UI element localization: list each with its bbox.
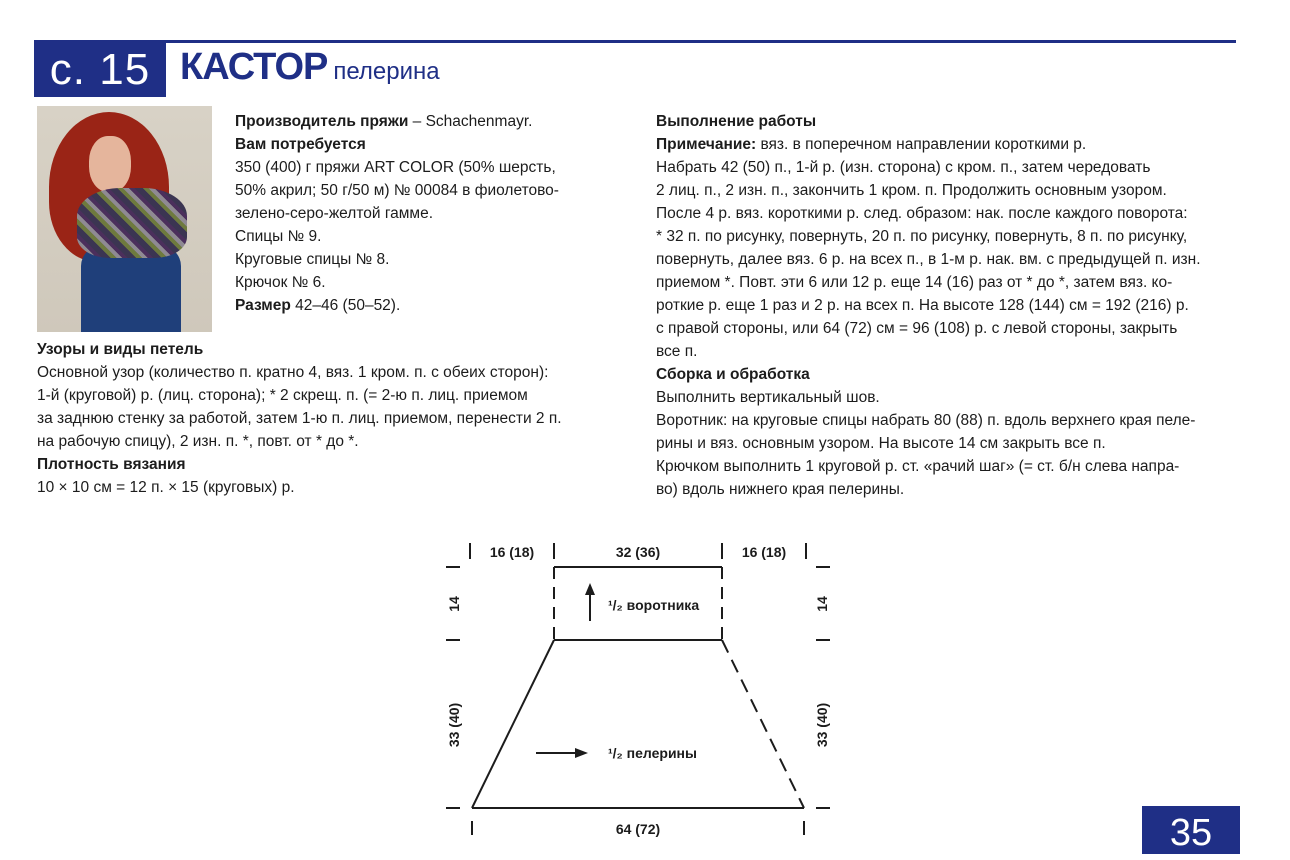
instructions-line: Набрать 42 (50) п., 1-й р. (изн. сторона) с кром. п., затем чередовать <box>656 159 1151 176</box>
dim-top-right: 16 (18) <box>741 544 787 560</box>
patterns-line: на рабочую спицу), 2 изн. п. *, повт. от * до *. <box>37 433 359 450</box>
assembly-line: рины и вяз. основным узором. На высоте 14 см закрыть все п. <box>656 435 1106 452</box>
patterns-heading: Узоры и виды петель <box>37 341 204 358</box>
materials-line: 50% акрил; 50 г/50 м) № 00084 в фиолетово- <box>235 182 559 199</box>
dim-collar-height-left: 14 <box>446 596 462 612</box>
dim-top-middle: 32 (36) <box>615 544 661 560</box>
page-title <box>180 46 440 89</box>
patterns-line: за заднюю стенку за работой, затем 1-ю п. лиц. приемом, перенести 2 п. <box>37 410 562 427</box>
instructions-line: все п. <box>656 343 698 360</box>
instructions-line: 2 лиц. п., 2 изн. п., закончить 1 кром. п. Продолжить основным узором. <box>656 182 1167 199</box>
patterns-line: Основной узор (количество п. кратно 4, вяз. 1 кром. п. с обеих сторон): <box>37 364 549 381</box>
density-value: 10 × 10 см = 12 п. × 15 (круговых) р. <box>37 479 295 496</box>
yarn-value: – Schachenmayr. <box>408 113 533 130</box>
materials-line: 350 (400) г пряжи ART COLOR (50% шерсть, <box>235 159 556 176</box>
assembly-line: Крючком выполнить 1 круговой р. ст. «рачий шаг» (= ст. б/н слева напра- <box>656 458 1180 475</box>
assembly-heading: Сборка и обработка <box>656 366 810 383</box>
materials-section <box>235 110 559 317</box>
dim-bottom-width: 64 (72) <box>615 821 661 837</box>
assembly-line: Воротник: на круговые спицы набрать 80 (88) п. вдоль верхнего края пеле- <box>656 412 1196 429</box>
density-heading: Плотность вязания <box>37 456 186 473</box>
materials-line: Круговые спицы № 8. <box>235 251 390 268</box>
materials-line: Спицы № 9. <box>235 228 322 245</box>
collar-label: ¹/₂ воротника <box>608 597 700 613</box>
instructions-line: с правой стороны, или 64 (72) см = 96 (108) р. с левой стороны, закрыть <box>656 320 1178 337</box>
instructions-line: После 4 р. вяз. короткими р. след. образом: нак. после каждого поворота: <box>656 205 1188 222</box>
model-photo <box>37 106 212 332</box>
note-label: Примечание: <box>656 136 757 153</box>
patterns-section <box>37 338 562 499</box>
assembly-line: во) вдоль нижнего края пелерины. <box>656 481 905 498</box>
page-number: 35 <box>1142 806 1240 854</box>
patterns-line: 1-й (круговой) р. (лиц. сторона); * 2 скрещ. п. (= 2-ю п. лиц. приемом <box>37 387 528 404</box>
cape-label: ¹/₂ пелерины <box>608 745 697 761</box>
dim-body-height-right: 33 (40) <box>814 702 830 748</box>
size-value: 42–46 (50–52). <box>290 297 401 314</box>
title-main: КАСТОР <box>180 46 328 88</box>
page-reference: с. 15 <box>34 43 166 97</box>
instructions-heading: Выполнение работы <box>656 113 817 130</box>
dim-top-left: 16 (18) <box>489 544 535 560</box>
dim-collar-height-right: 14 <box>814 596 830 612</box>
instructions-line: * 32 п. по рисунку, повернуть, 20 п. по рисунку, повернуть, 8 п. по рисунку, <box>656 228 1188 245</box>
dim-body-height-left: 33 (40) <box>446 702 462 748</box>
assembly-line: Выполнить вертикальный шов. <box>656 389 880 406</box>
materials-heading: Вам потребуется <box>235 136 366 153</box>
instructions-line: роткие р. еще 1 раз и 2 р. на всех п. На высоте 128 (144) см = 192 (216) р. <box>656 297 1189 314</box>
size-label: Размер <box>235 297 291 314</box>
instructions-section <box>656 110 1201 501</box>
materials-line: Крючок № 6. <box>235 274 326 291</box>
instructions-line: повернуть, далее вяз. 6 р. на всех п., в 1-м р. нак. вм. с предыдущей п. изн. <box>656 251 1201 268</box>
title-subtitle: пелерина <box>333 58 440 85</box>
note-value: вяз. в поперечном направлении короткими р. <box>756 136 1087 153</box>
materials-line: зелено-серо-желтой гамме. <box>235 205 434 222</box>
top-rule <box>34 40 1236 43</box>
yarn-label: Производитель пряжи <box>235 113 409 130</box>
schematic-diagram <box>430 535 850 840</box>
instructions-line: приемом *. Повт. эти 6 или 12 р. еще 14 (16) раз от * до *, затем вяз. ко- <box>656 274 1173 291</box>
